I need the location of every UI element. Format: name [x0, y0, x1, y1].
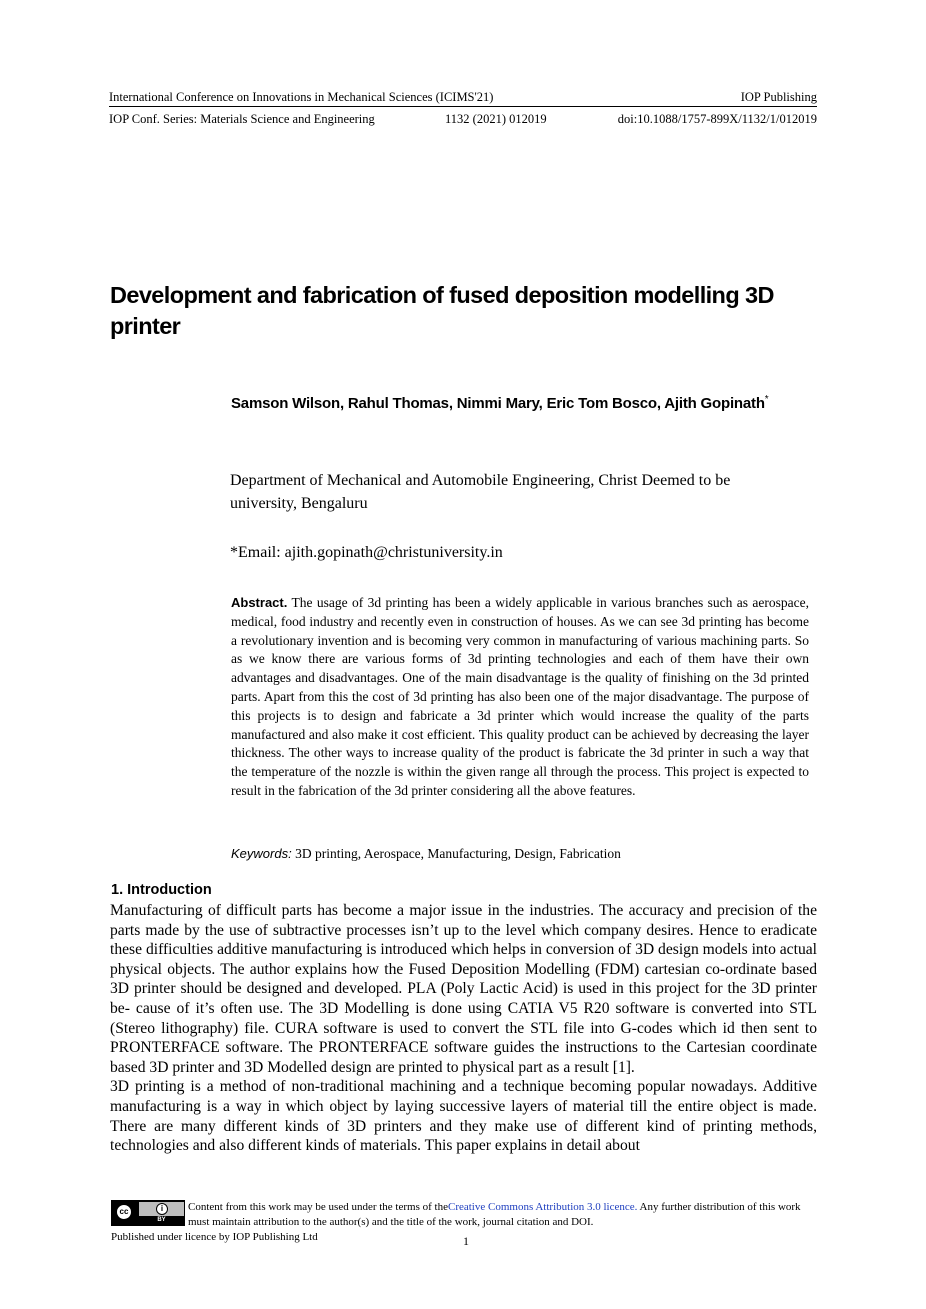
abstract-text: The usage of 3d printing has been a widely applicable in various branches such as aerospace, medical, food industry and recently even in construction of houses. As we can see 3d printing has become a revolutionary invention and is becoming very common in manufacturing of various machining parts. So as we know there are various forms of 3d printing technologies and each of them have their own advantages and disadvantages. One of the main disadvantage is the quality of finishing on the 3d printed parts. Apart from this the cost of 3d printing has also been one of the major disadvantage. The purpose of this projects is to design and fabricate a 3d printer which would increase the quality of the parts manufactured and also make it cost efficient. This quality product can be achieved by decreasing the layer thickness. The other ways to increase quality of the product is fabricate the 3d printer in such a way that the temperature of the nozzle is within the given range all through the process. This project is expected to result in the fabrication of the 3d printer considering all the above features. — [231, 595, 809, 798]
keywords-text: 3D printing, Aerospace, Manufacturing, Design, Fabrication — [295, 846, 621, 861]
cc-icon: cc — [115, 1203, 133, 1221]
series-name: IOP Conf. Series: Materials Science and Engineering — [109, 112, 375, 126]
cc-by-license-icon — [111, 1200, 185, 1226]
doi-text: doi:10.1088/1757-899X/1132/1/012019 — [617, 112, 817, 126]
corresponding-mark: * — [764, 394, 769, 405]
email: *Email: ajith.gopinath@christuniversity.in — [230, 544, 503, 561]
paragraph: Manufacturing of difficult parts has become a major issue in the industries. The accuracy and precision of the parts made by the use of subtractive processes isn’t up to the level which company desires. Hence to eradicate these difficulties additive manufacturing is introduced which helps in conversion of 3D design models into actual physical objects. The author explains how the Fused Deposition Modelling (FDM) cartesian co-ordinate based 3D printer should be designed and developed. PLA (Poly Lactic Acid) is used in this project for the 3D printer be- cause of it’s often use. The 3D Modelling is done using CATIA V5 R20 software is converted into STL (Stereo lithography) file. CURA software is used to convert the STL file into G-codes which id then sent to PRONTERFACE software. The PRONTERFACE software guides the instructions to the Cartesian coordinate based 3D printer and 3D Modelled design are printed to physical part as a result [1]. — [110, 902, 817, 1076]
section-body — [110, 901, 817, 1156]
license-notice — [188, 1200, 818, 1230]
section-heading: 1. Introduction — [111, 882, 212, 898]
abstract — [231, 594, 809, 801]
paper-title: Development and fabrication of fused deposition modelling 3D printer — [110, 282, 774, 339]
affiliation: Department of Mechanical and Automobile Engineering, Christ Deemed to be university, Bengaluru — [230, 472, 731, 512]
publisher-name: IOP Publishing — [740, 90, 817, 104]
volume-info: 1132 (2021) 012019 — [445, 112, 547, 126]
by-label: BY — [157, 1217, 166, 1223]
license-pre: Content from this work may be used under the terms of the — [188, 1201, 448, 1213]
page-number: 1 — [463, 1234, 469, 1248]
keywords-label: Keywords: — [231, 846, 292, 861]
publisher-notice: Published under licence by IOP Publishing Ltd — [111, 1231, 318, 1243]
author-names: Samson Wilson, Rahul Thomas, Nimmi Mary, Eric Tom Bosco, Ajith Gopinath — [231, 395, 765, 412]
paragraph: 3D printing is a method of non-traditional machining and a technique becoming popular nowadays. Additive manufacturing is a way in which object by laying successive layers of material till the entire object is made. There are many different kinds of 3D printers and they make use of different kind of printing methods, technologies and also different kinds of materials. This paper explains in detail about — [110, 1078, 817, 1155]
running-header — [109, 90, 817, 107]
abstract-label: Abstract. — [231, 595, 288, 610]
author-list — [231, 389, 791, 414]
keywords — [231, 846, 809, 862]
person-icon: i — [156, 1203, 168, 1215]
license-post: Any further distribution of this work must maintain attribution to the author(s) and the title of the work, journal citation and DOI. — [188, 1201, 801, 1228]
conference-name: International Conference on Innovations in Mechanical Sciences (ICIMS'21) — [109, 90, 494, 104]
license-link[interactable]: Creative Commons Attribution 3.0 licence. — [447, 1201, 638, 1213]
